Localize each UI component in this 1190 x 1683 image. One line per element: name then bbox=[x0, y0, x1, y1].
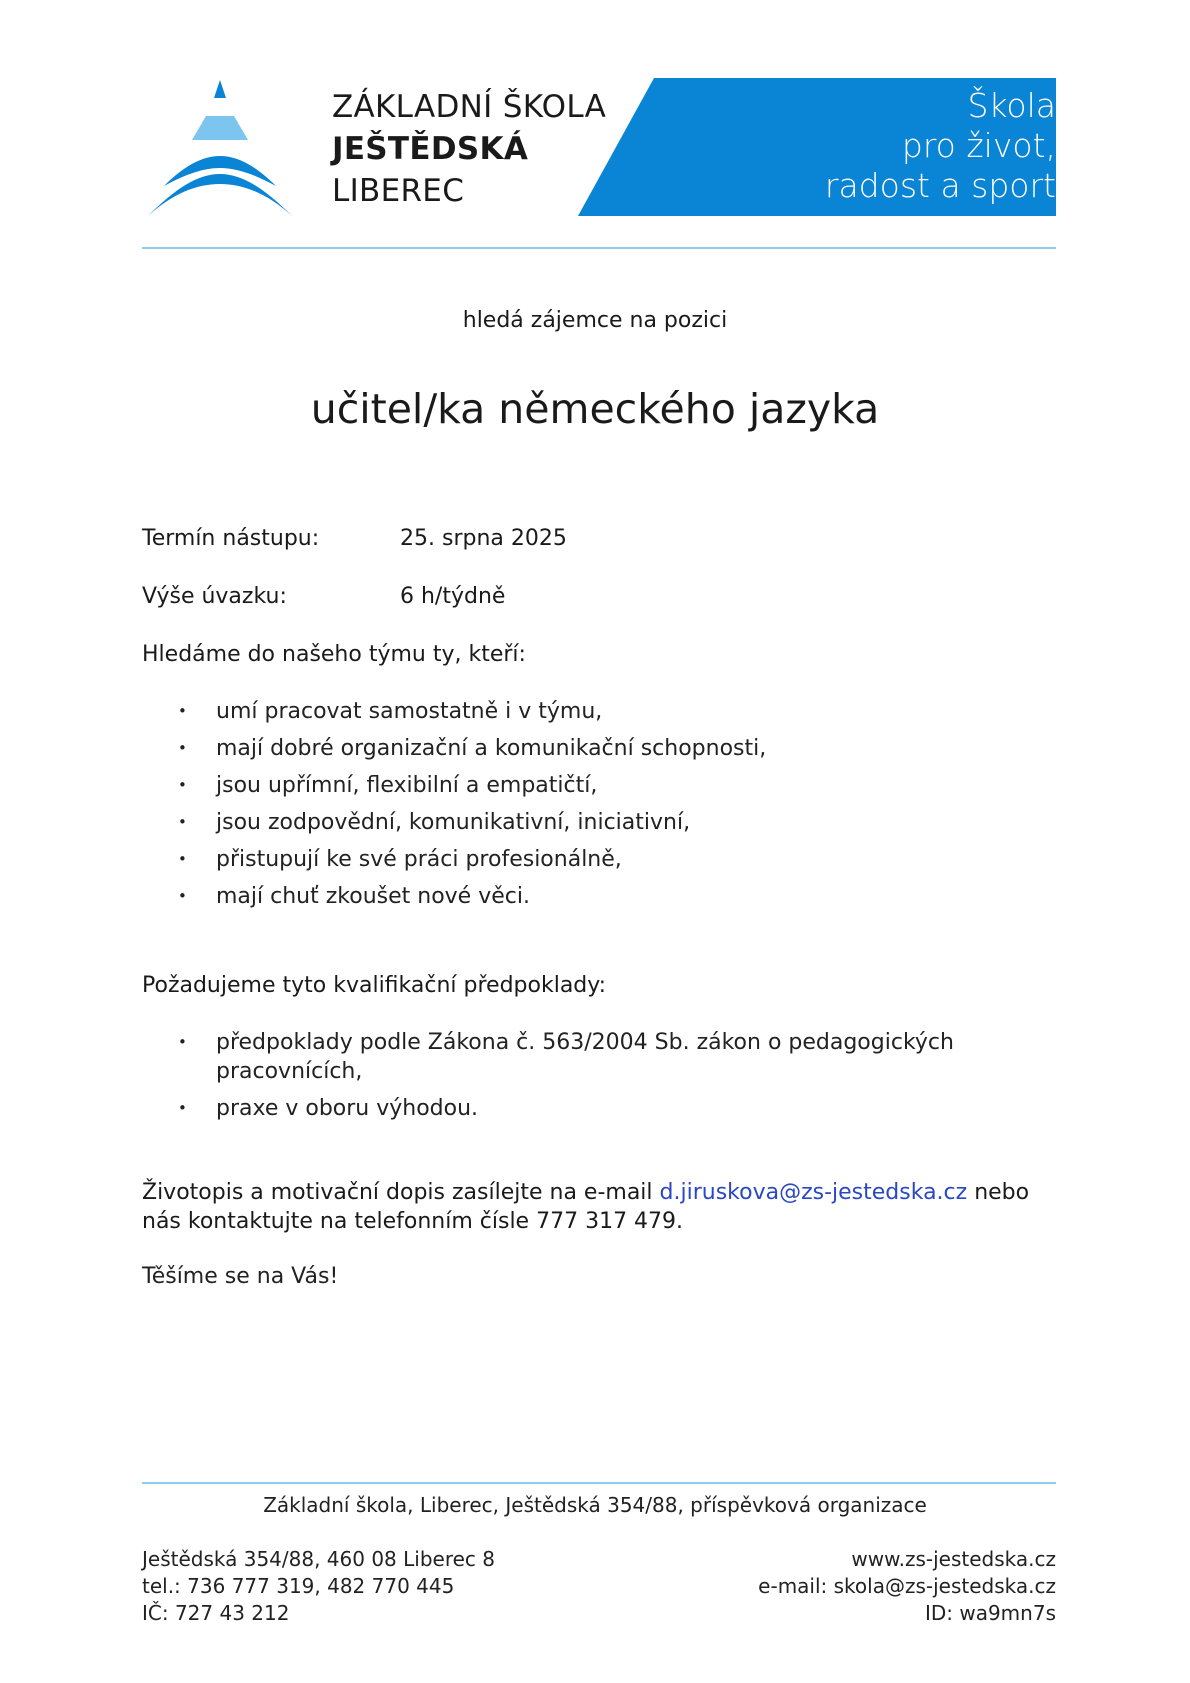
slogan-line3: radost a sport bbox=[824, 166, 1056, 205]
footer-divider bbox=[142, 1482, 1056, 1484]
school-name-line1: ZÁKLADNÍ ŠKOLA bbox=[332, 89, 607, 125]
contact-email-link[interactable]: d.jiruskova@zs-jestedska.cz bbox=[659, 1180, 968, 1205]
footer-web[interactable]: www.zs-jestedska.cz bbox=[851, 1547, 1056, 1571]
intro-text: hledá zájemce na pozici bbox=[462, 308, 728, 333]
footer-ic: IČ: 727 43 212 bbox=[142, 1601, 290, 1625]
contact-text-after: nebo nás kontaktujte na telefonním čísle 777 317 479. bbox=[142, 1180, 1030, 1234]
closing-text: Těšíme se na Vás! bbox=[142, 1264, 339, 1289]
list-item: • jsou zodpovědní, komunikativní, iniciativní, bbox=[142, 808, 1002, 837]
start-label: Termín nástupu: bbox=[142, 526, 320, 551]
slogan-line2: pro život, bbox=[901, 126, 1056, 165]
footer-email[interactable]: e-mail: skola@zs-jestedska.cz bbox=[758, 1574, 1056, 1598]
footer-phone: tel.: 736 777 319, 482 770 445 bbox=[142, 1574, 455, 1598]
slogan-line1: Škola bbox=[967, 86, 1056, 125]
footer-right bbox=[758, 1546, 1056, 1627]
position-title: učitel/ka německého jazyka bbox=[310, 385, 880, 433]
footer-address: Ještědská 354/88, 460 08 Liberec 8 bbox=[142, 1547, 496, 1571]
header-divider bbox=[142, 247, 1056, 249]
list-item: • mají dobré organizační a komunikační schopnosti, bbox=[142, 734, 1002, 763]
contact-text bbox=[142, 1178, 1056, 1236]
team-heading: Hledáme do našeho týmu ty, kteří: bbox=[142, 642, 526, 667]
school-logo-icon bbox=[146, 78, 294, 218]
school-name-line3: LIBEREC bbox=[332, 173, 465, 209]
slogan bbox=[825, 86, 1056, 206]
school-name bbox=[332, 86, 606, 212]
start-value: 25. srpna 2025 bbox=[400, 526, 567, 551]
list-item: • jsou upřímní, flexibilní a empatičtí, bbox=[142, 771, 1002, 800]
team-list bbox=[142, 697, 1002, 911]
workload-value: 6 h/týdně bbox=[400, 584, 506, 609]
footer-left bbox=[142, 1546, 495, 1627]
footer-id: ID: wa9mn7s bbox=[924, 1601, 1056, 1625]
list-item: • přistupují ke své práci profesionálně, bbox=[142, 845, 1002, 874]
list-item: • umí pracovat samostatně i v týmu, bbox=[142, 697, 1002, 726]
school-name-line2: JEŠTĚDSKÁ bbox=[332, 131, 529, 167]
requirements-heading: Požadujeme tyto kvalifikační předpoklady: bbox=[142, 973, 607, 998]
list-item: • praxe v oboru výhodou. bbox=[142, 1094, 962, 1123]
workload-label: Výše úvazku: bbox=[142, 584, 287, 609]
requirements-list bbox=[142, 1028, 962, 1123]
footer-org: Základní škola, Liberec, Ještědská 354/88, příspěvková organizace bbox=[263, 1493, 927, 1517]
contact-text-before: Životopis a motivační dopis zasílejte na e-mail bbox=[142, 1180, 660, 1205]
list-item: • mají chuť zkoušet nové věci. bbox=[142, 882, 1002, 911]
list-item: • předpoklady podle Zákona č. 563/2004 Sb. zákon o pedagogických pracovnících, bbox=[142, 1028, 962, 1086]
